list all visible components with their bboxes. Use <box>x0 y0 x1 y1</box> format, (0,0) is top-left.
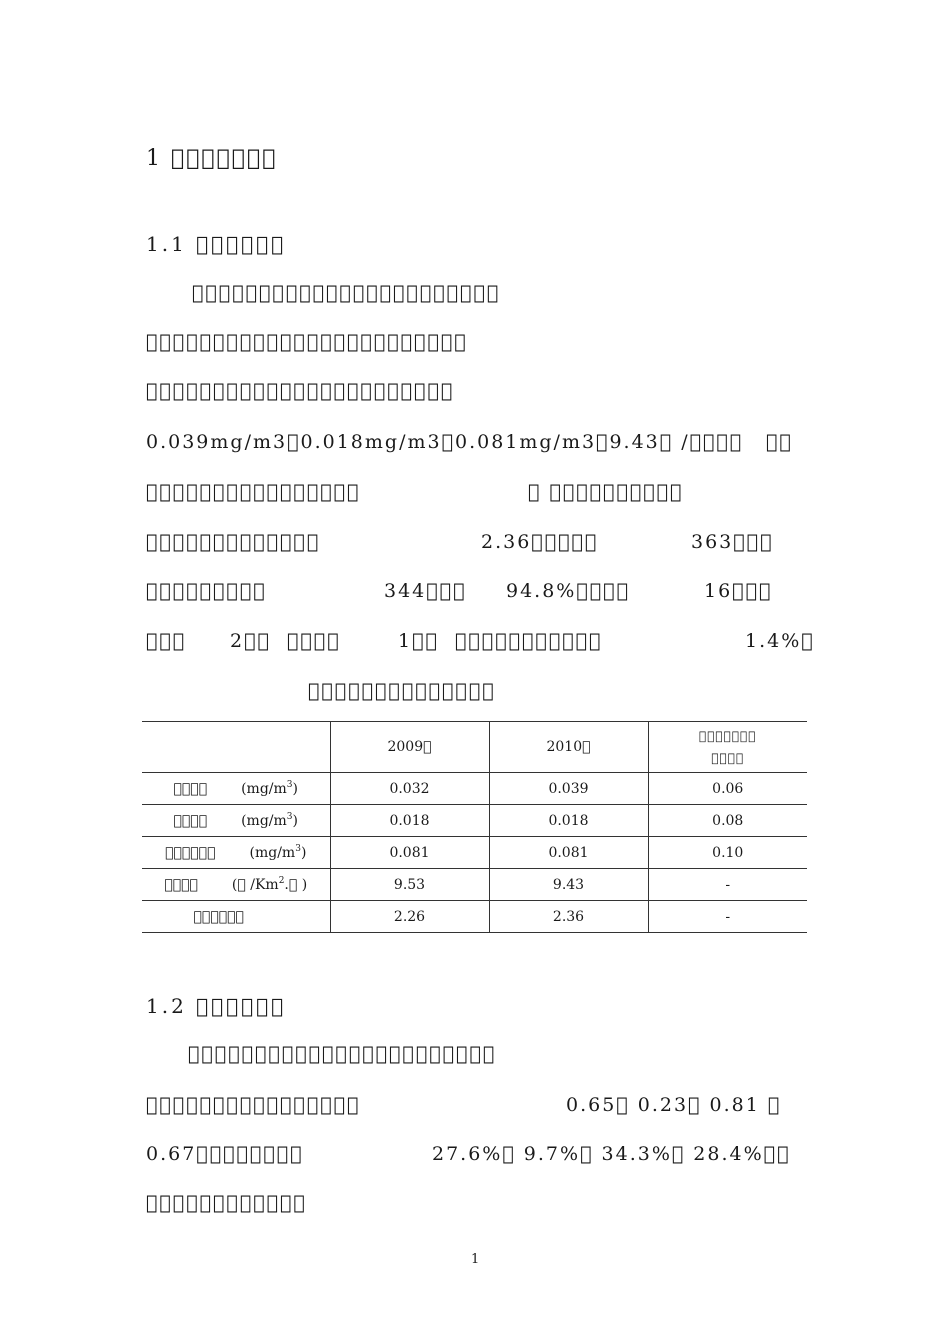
text-fragment: 0.67􀀀􀀀􀀀􀀀􀀀􀀀􀀀􀀀 <box>146 1143 304 1165</box>
row-label: 􀀀􀀀􀀀􀀀 <box>173 781 208 797</box>
value-standard: - <box>648 869 807 901</box>
value-2009: 9.53 <box>330 869 489 901</box>
value-standard: 0.10 <box>648 837 807 869</box>
table-caption: 􀀀􀀀􀀀􀀀􀀀􀀀􀀀􀀀􀀀􀀀􀀀􀀀􀀀􀀀 <box>308 680 496 702</box>
value-2010: 0.018 <box>489 805 648 837</box>
text-fragment: 3􀀀0.018mg/m <box>273 431 428 453</box>
paragraph-line: 􀀀􀀀􀀀􀀀􀀀􀀀􀀀􀀀􀀀􀀀􀀀􀀀 <box>146 1192 307 1214</box>
table-row <box>142 773 807 805</box>
unit-superscript: 2 <box>278 876 285 886</box>
value-standard: - <box>648 901 807 933</box>
page-number: 1 <box>471 1252 480 1267</box>
row-label-cell <box>142 805 330 837</box>
text-fragment: 2􀀀􀀀 <box>230 630 271 652</box>
row-label-cell <box>142 773 330 805</box>
unit-superscript: 3 <box>295 844 301 854</box>
value-2010: 0.081 <box>489 837 648 869</box>
text-fragment: 􀀀 􀀀􀀀􀀀􀀀􀀀􀀀􀀀􀀀􀀀􀀀 <box>528 481 684 503</box>
text-fragment: 􀀀􀀀􀀀􀀀􀀀􀀀􀀀􀀀􀀀􀀀􀀀􀀀􀀀 <box>146 531 321 553</box>
text-fragment: 3􀀀0.081mg/m <box>427 431 582 453</box>
paragraph-line: 􀀀􀀀􀀀􀀀􀀀􀀀􀀀􀀀􀀀􀀀􀀀􀀀􀀀􀀀􀀀􀀀􀀀􀀀􀀀􀀀􀀀􀀀􀀀 <box>188 1043 497 1065</box>
text-fragment: 0.039mg/m <box>146 431 273 453</box>
row-unit <box>250 845 307 861</box>
text-fragment: 2.36􀀀􀀀􀀀􀀀􀀀 <box>481 531 599 553</box>
text-fragment: 94.8%􀀀􀀀􀀀􀀀 <box>506 580 630 602</box>
row-label-cell <box>142 901 330 933</box>
table-header-row <box>142 722 807 773</box>
unit-text: (mg/m <box>241 813 287 829</box>
text-fragment: 1􀀀􀀀 <box>398 630 439 652</box>
text-fragment: 3􀀀9.43􀀀 /􀀀􀀀􀀀􀀀 <box>581 431 744 453</box>
row-label: 􀀀􀀀􀀀􀀀􀀀􀀀 <box>193 909 244 925</box>
unit-text: (mg/m <box>249 845 296 861</box>
unit-text-end: ) <box>300 845 307 861</box>
text-fragment: 344􀀀􀀀􀀀 <box>384 580 467 602</box>
value-2009: 2.26 <box>330 901 489 933</box>
paragraph-line: 􀀀􀀀􀀀􀀀􀀀􀀀􀀀􀀀􀀀􀀀􀀀􀀀􀀀􀀀􀀀􀀀􀀀􀀀􀀀􀀀􀀀􀀀􀀀 <box>146 380 455 402</box>
value-2010: 9.43 <box>489 869 648 901</box>
table-row <box>142 837 807 869</box>
table-row <box>142 869 807 901</box>
value-standard: 0.08 <box>648 805 807 837</box>
row-label: 􀀀􀀀􀀀􀀀􀀀􀀀 <box>165 845 216 861</box>
header-cell-2009: 2009􀀀 <box>330 722 489 773</box>
row-label-cell <box>142 837 330 869</box>
value-2010: 2.36 <box>489 901 648 933</box>
value-2009: 0.018 <box>330 805 489 837</box>
value-2010: 0.039 <box>489 773 648 805</box>
text-fragment: 􀀀􀀀􀀀􀀀􀀀􀀀􀀀􀀀􀀀􀀀􀀀􀀀􀀀􀀀􀀀􀀀 <box>146 481 361 503</box>
text-fragment: 􀀀􀀀􀀀􀀀 <box>287 630 341 652</box>
paragraph-line: 􀀀􀀀􀀀􀀀􀀀􀀀􀀀􀀀􀀀􀀀􀀀􀀀􀀀􀀀􀀀􀀀􀀀􀀀􀀀􀀀􀀀􀀀􀀀 <box>192 282 501 304</box>
chapter-heading: 1 􀀀􀀀􀀀􀀀􀀀􀀀􀀀 <box>146 146 278 171</box>
header-standard-line1: 􀀀􀀀􀀀􀀀􀀀􀀀􀀀 <box>699 729 757 743</box>
header-cell-2010: 2010􀀀 <box>489 722 648 773</box>
unit-superscript: 3 <box>286 812 293 822</box>
air-quality-table <box>142 721 807 933</box>
text-fragment: 27.6%􀀀 9.7%􀀀 34.3%􀀀 28.4%􀀀􀀀 <box>432 1143 791 1165</box>
value-2009: 0.081 <box>330 837 489 869</box>
value-2009: 0.032 <box>330 773 489 805</box>
row-unit <box>241 781 298 797</box>
table-row <box>142 901 807 933</box>
section-heading-1-1: 1.1 􀀀􀀀􀀀􀀀􀀀􀀀 <box>146 232 287 256</box>
section-heading-1-2: 1.2 􀀀􀀀􀀀􀀀􀀀􀀀 <box>146 994 287 1018</box>
row-label: 􀀀􀀀􀀀􀀀 <box>173 813 208 829</box>
text-fragment: 16􀀀􀀀􀀀 <box>704 580 773 602</box>
value-standard: 0.06 <box>648 773 807 805</box>
text-fragment: 􀀀􀀀􀀀􀀀􀀀􀀀􀀀􀀀􀀀 <box>146 580 267 602</box>
paragraph-line: 􀀀􀀀􀀀􀀀􀀀􀀀􀀀􀀀􀀀􀀀􀀀􀀀􀀀􀀀􀀀􀀀􀀀􀀀􀀀􀀀􀀀􀀀􀀀􀀀 <box>146 331 468 353</box>
row-label: 􀀀􀀀􀀀􀀀 <box>164 877 198 893</box>
row-unit <box>232 877 307 893</box>
text-fragment: 􀀀􀀀􀀀 <box>146 630 187 652</box>
unit-text: (􀀀 /Km <box>231 877 279 893</box>
unit-superscript: 3 <box>286 780 293 790</box>
text-fragment: 0.65􀀀 0.23􀀀 0.81 􀀀 <box>566 1094 782 1116</box>
row-unit <box>241 813 298 829</box>
paragraph-line <box>146 431 743 453</box>
unit-text-end: ) <box>292 813 298 829</box>
unit-text: (mg/m <box>241 781 287 797</box>
table-row <box>142 805 807 837</box>
text-fragment: 363􀀀􀀀􀀀 <box>691 531 774 553</box>
text-fragment: 1.4%􀀀 <box>745 630 815 652</box>
text-fragment: 􀀀􀀀􀀀􀀀􀀀􀀀􀀀􀀀􀀀􀀀􀀀􀀀􀀀􀀀􀀀􀀀 <box>146 1094 361 1116</box>
unit-text-end: ) <box>292 781 298 797</box>
header-cell-empty <box>142 722 330 773</box>
row-label-cell <box>142 869 330 901</box>
text-fragment: 􀀀􀀀 <box>766 431 793 453</box>
header-cell-standard <box>648 722 807 773</box>
header-standard-line2: 􀀀􀀀􀀀􀀀 <box>711 751 745 765</box>
text-fragment: 􀀀􀀀􀀀􀀀􀀀􀀀􀀀􀀀􀀀􀀀􀀀 <box>455 630 603 652</box>
unit-text-end: .􀀀 ) <box>284 877 308 893</box>
